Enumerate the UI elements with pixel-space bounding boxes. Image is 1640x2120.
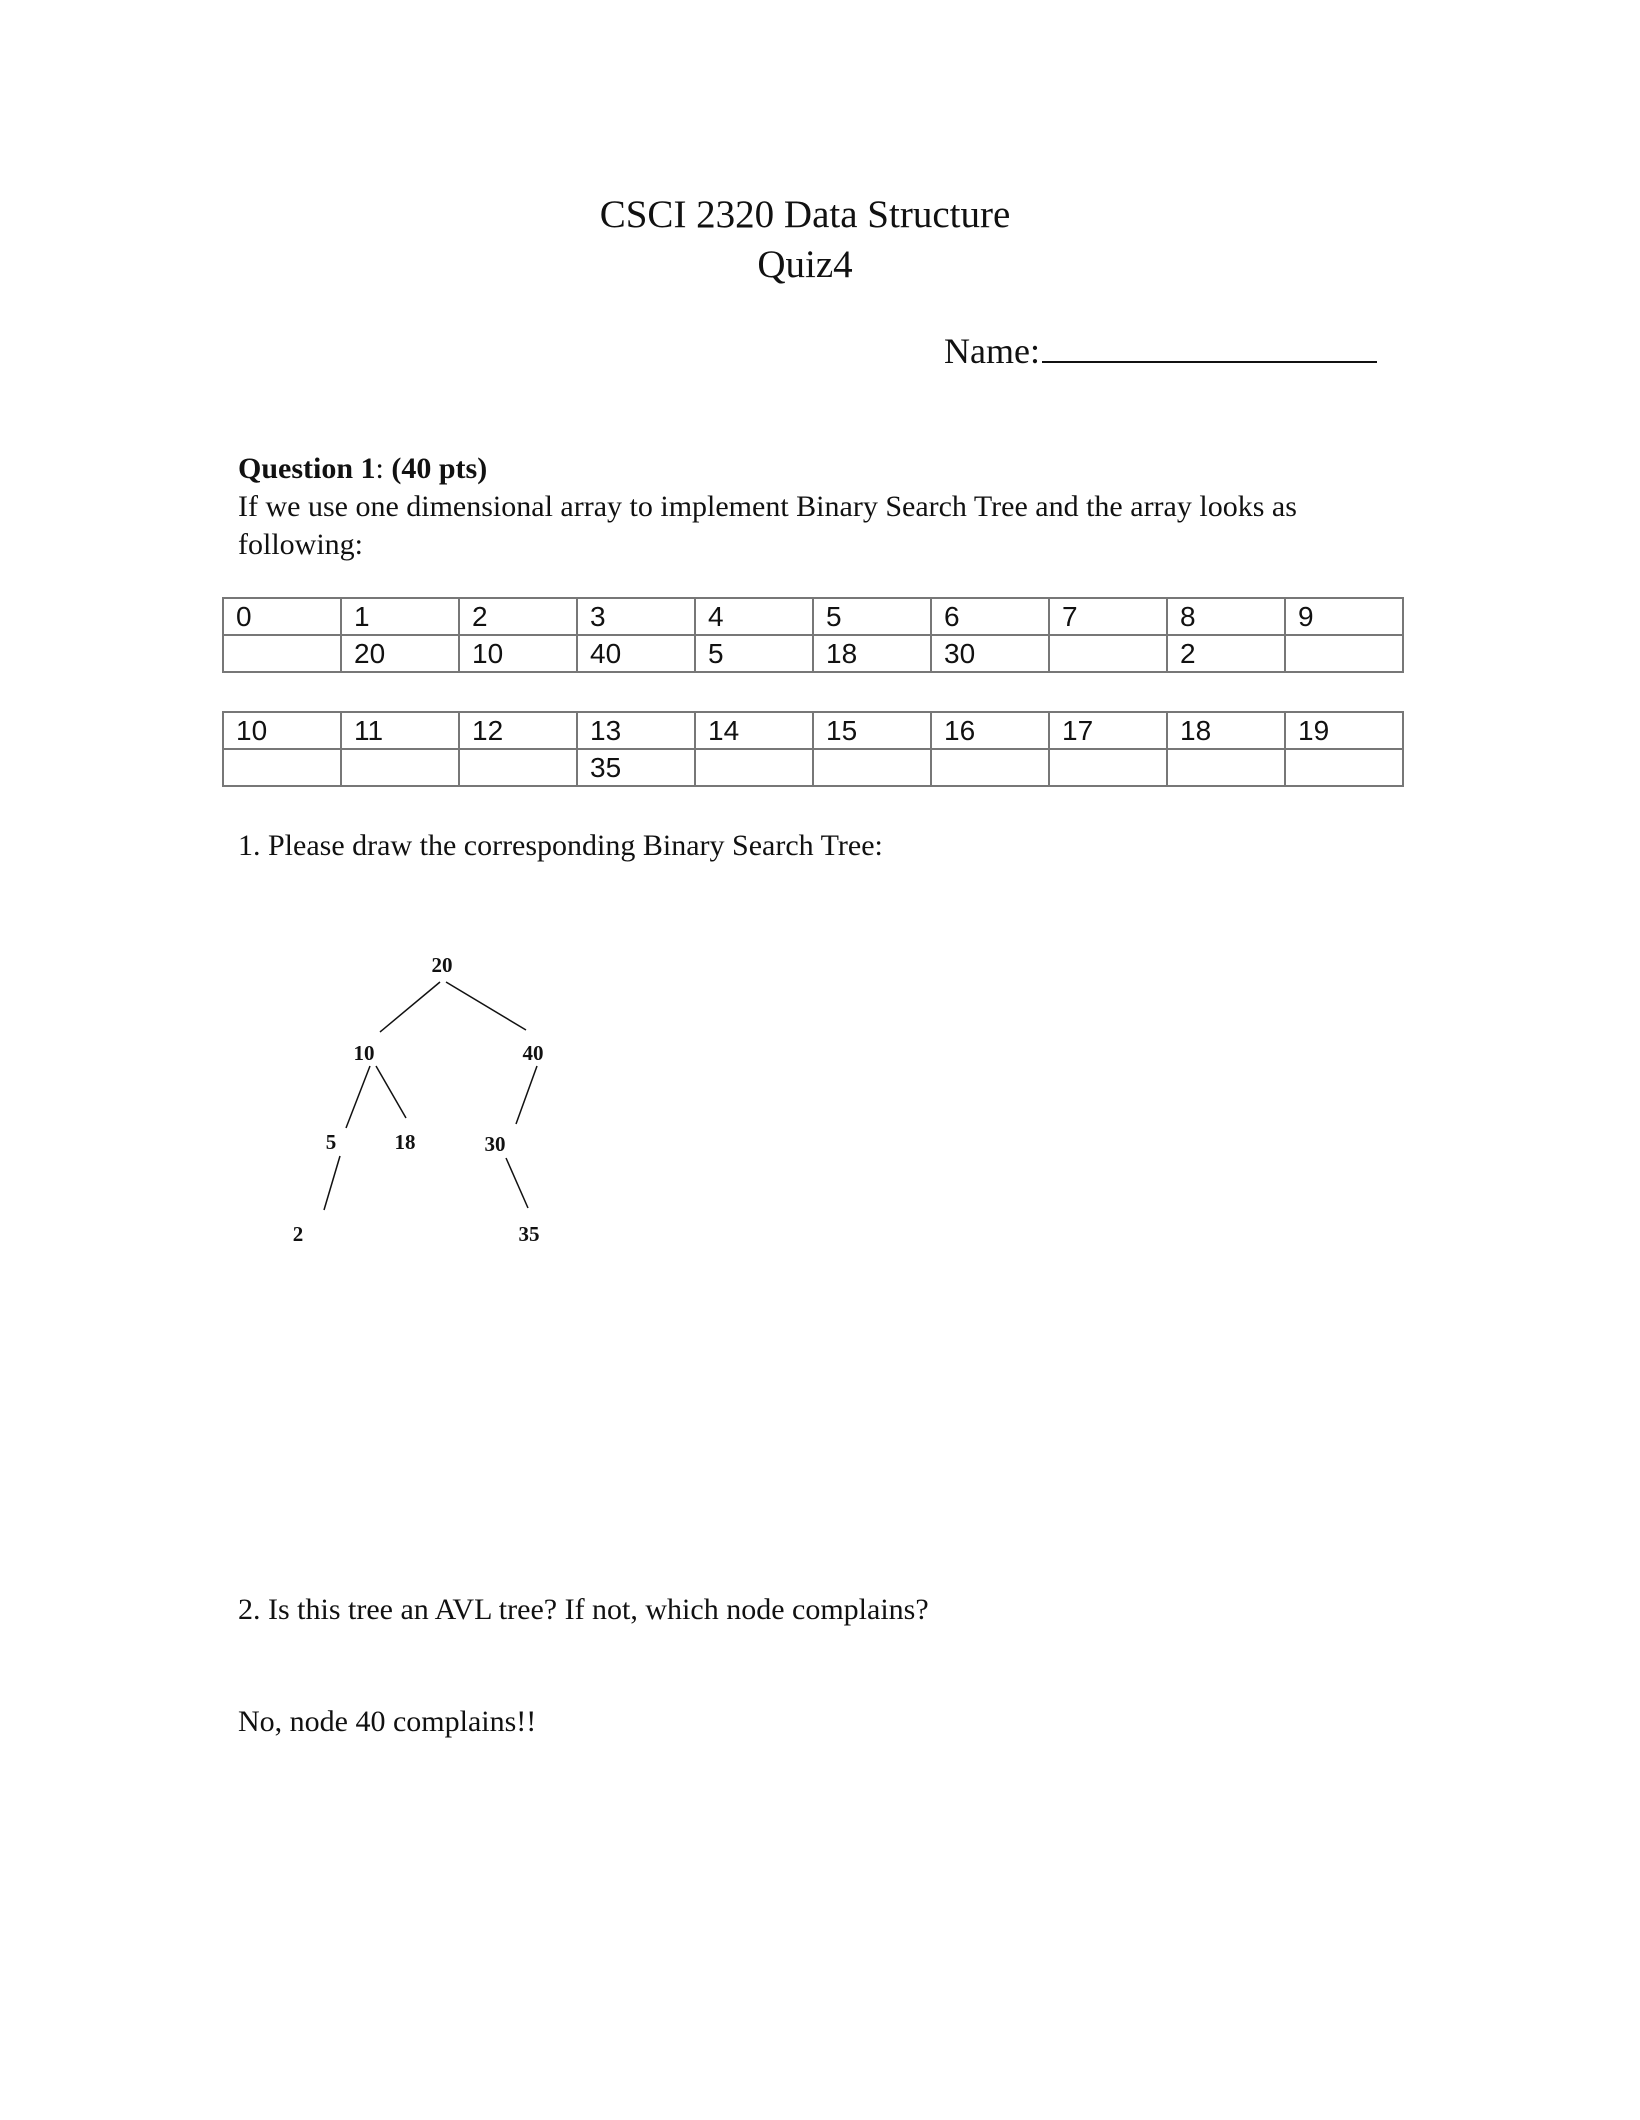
value-cell <box>1285 749 1403 786</box>
question-1-points: (40 pts) <box>383 452 488 485</box>
index-cell: 14 <box>695 712 813 749</box>
question-1-label: Question 1 <box>238 452 376 485</box>
tree-node-2: 2 <box>292 1222 304 1246</box>
edge-20-10 <box>380 982 440 1032</box>
binary-search-tree-diagram <box>270 920 590 1250</box>
value-cell <box>341 749 459 786</box>
edge-40-30 <box>516 1066 537 1124</box>
index-cell: 15 <box>813 712 931 749</box>
index-cell: 5 <box>813 598 931 635</box>
value-cell <box>223 749 341 786</box>
tree-node-40: 40 <box>522 1041 544 1065</box>
edge-5-2 <box>324 1156 340 1210</box>
index-cell: 2 <box>459 598 577 635</box>
edge-10-5 <box>346 1066 370 1128</box>
value-cell: 18 <box>813 635 931 672</box>
value-cell: 10 <box>459 635 577 672</box>
index-cell: 18 <box>1167 712 1285 749</box>
index-cell: 17 <box>1049 712 1167 749</box>
index-cell: 3 <box>577 598 695 635</box>
value-row <box>223 635 1403 672</box>
value-cell <box>931 749 1049 786</box>
index-row <box>223 712 1403 749</box>
value-cell: 30 <box>931 635 1049 672</box>
tree-node-20: 20 <box>431 953 453 977</box>
index-cell: 12 <box>459 712 577 749</box>
question-1-colon: : <box>375 452 384 485</box>
index-cell: 0 <box>223 598 341 635</box>
index-cell: 13 <box>577 712 695 749</box>
name-label: Name: <box>944 331 1040 371</box>
document-title: CSCI 2320 Data Structure <box>599 193 1011 236</box>
tree-node-10: 10 <box>353 1041 375 1065</box>
question-1-heading <box>238 450 487 488</box>
value-cell: 20 <box>341 635 459 672</box>
index-cell: 10 <box>223 712 341 749</box>
value-cell <box>1285 635 1403 672</box>
array-table-indices-0-9 <box>222 597 1404 673</box>
index-cell: 16 <box>931 712 1049 749</box>
index-cell: 8 <box>1167 598 1285 635</box>
subquestion-1: 1. Please draw the corresponding Binary Search Tree: <box>238 829 883 862</box>
name-blank-line <box>1042 327 1377 363</box>
value-cell <box>1167 749 1285 786</box>
value-cell: 5 <box>695 635 813 672</box>
index-cell: 4 <box>695 598 813 635</box>
tree-node-30: 30 <box>484 1132 506 1156</box>
value-cell <box>459 749 577 786</box>
index-row <box>223 598 1403 635</box>
question-1-prompt: If we use one dimensional array to implement Binary Search Tree and the array looks as following: <box>238 490 1297 561</box>
index-cell: 7 <box>1049 598 1167 635</box>
index-cell: 1 <box>341 598 459 635</box>
index-cell: 6 <box>931 598 1049 635</box>
tree-node-18: 18 <box>394 1130 416 1154</box>
answer-text: No, node 40 complains!! <box>238 1705 537 1738</box>
array-table-indices-10-19 <box>222 711 1404 787</box>
tree-node-35: 35 <box>518 1222 540 1246</box>
edge-20-40 <box>446 982 526 1030</box>
edge-10-18 <box>376 1066 406 1118</box>
value-cell: 35 <box>577 749 695 786</box>
index-cell: 11 <box>341 712 459 749</box>
index-cell: 9 <box>1285 598 1403 635</box>
name-field <box>944 326 1377 376</box>
value-cell <box>223 635 341 672</box>
value-cell: 40 <box>577 635 695 672</box>
value-cell <box>695 749 813 786</box>
edge-30-35 <box>506 1158 528 1208</box>
subquestion-2: 2. Is this tree an AVL tree? If not, which node complains? <box>238 1593 929 1626</box>
document-subtitle: Quiz4 <box>757 243 853 286</box>
value-cell <box>813 749 931 786</box>
index-cell: 19 <box>1285 712 1403 749</box>
value-cell <box>1049 749 1167 786</box>
value-cell <box>1049 635 1167 672</box>
value-cell: 2 <box>1167 635 1285 672</box>
value-row <box>223 749 1403 786</box>
tree-node-5: 5 <box>325 1130 337 1154</box>
